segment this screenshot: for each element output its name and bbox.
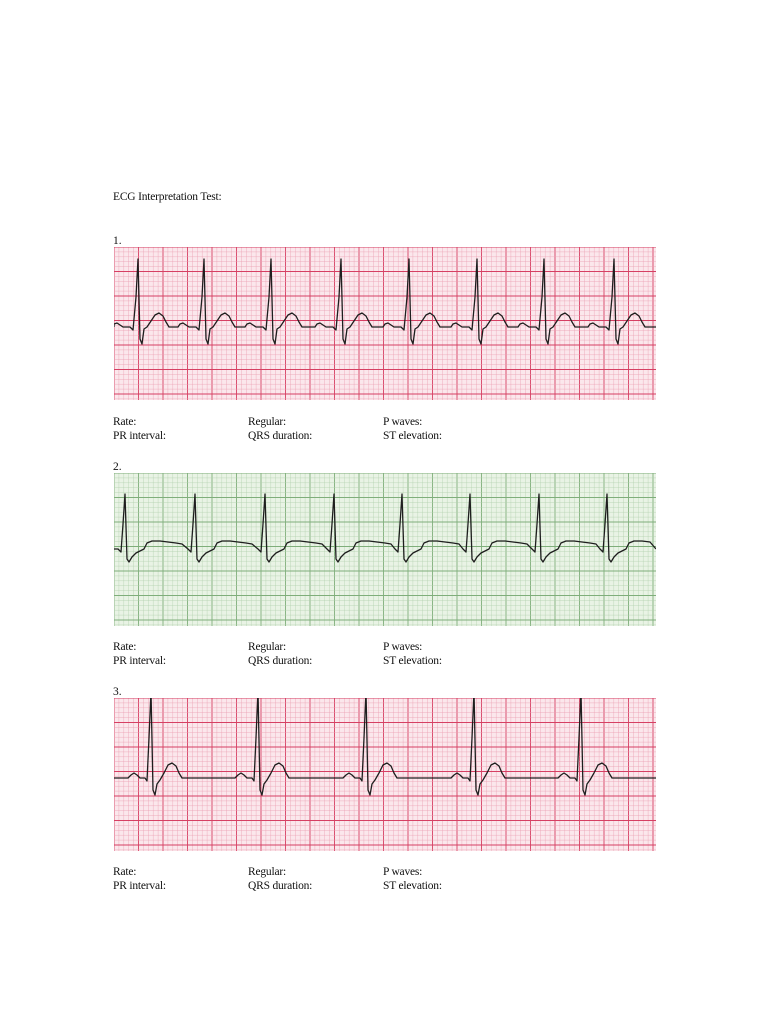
st-elevation-label: ST elevation:: [383, 880, 442, 892]
st-elevation-label: ST elevation:: [383, 655, 442, 667]
strip-1-fields-row-1: [113, 416, 673, 430]
p-waves-label: P waves:: [383, 641, 423, 653]
p-waves-label: P waves:: [383, 416, 423, 428]
strip-number-1: 1.: [113, 235, 122, 247]
pr-interval-label: PR interval:: [113, 655, 166, 667]
ecg-strip-1: [114, 247, 656, 400]
regular-label: Regular:: [248, 641, 286, 653]
ecg-strip-3: [114, 698, 656, 851]
strip-number-3: 3.: [113, 686, 122, 698]
qrs-duration-label: QRS duration:: [248, 880, 313, 892]
strip-1-fields-row-2: [113, 430, 673, 444]
pr-interval-label: PR interval:: [113, 430, 166, 442]
regular-label: Regular:: [248, 416, 286, 428]
strip-number-2: 2.: [113, 461, 122, 473]
regular-label: Regular:: [248, 866, 286, 878]
qrs-duration-label: QRS duration:: [248, 655, 313, 667]
strip-2-fields-row-2: [113, 655, 673, 669]
st-elevation-label: ST elevation:: [383, 430, 442, 442]
strip-2-fields-row-1: [113, 641, 673, 655]
qrs-duration-label: QRS duration:: [248, 430, 313, 442]
p-waves-label: P waves:: [383, 866, 423, 878]
rate-label: Rate:: [113, 416, 137, 428]
rate-label: Rate:: [113, 641, 137, 653]
pr-interval-label: PR interval:: [113, 880, 166, 892]
page-title: ECG Interpretation Test:: [113, 191, 222, 203]
rate-label: Rate:: [113, 866, 137, 878]
strip-3-fields-row-1: [113, 866, 673, 880]
ecg-strip-2: [114, 473, 656, 626]
strip-3-fields-row-2: [113, 880, 673, 894]
